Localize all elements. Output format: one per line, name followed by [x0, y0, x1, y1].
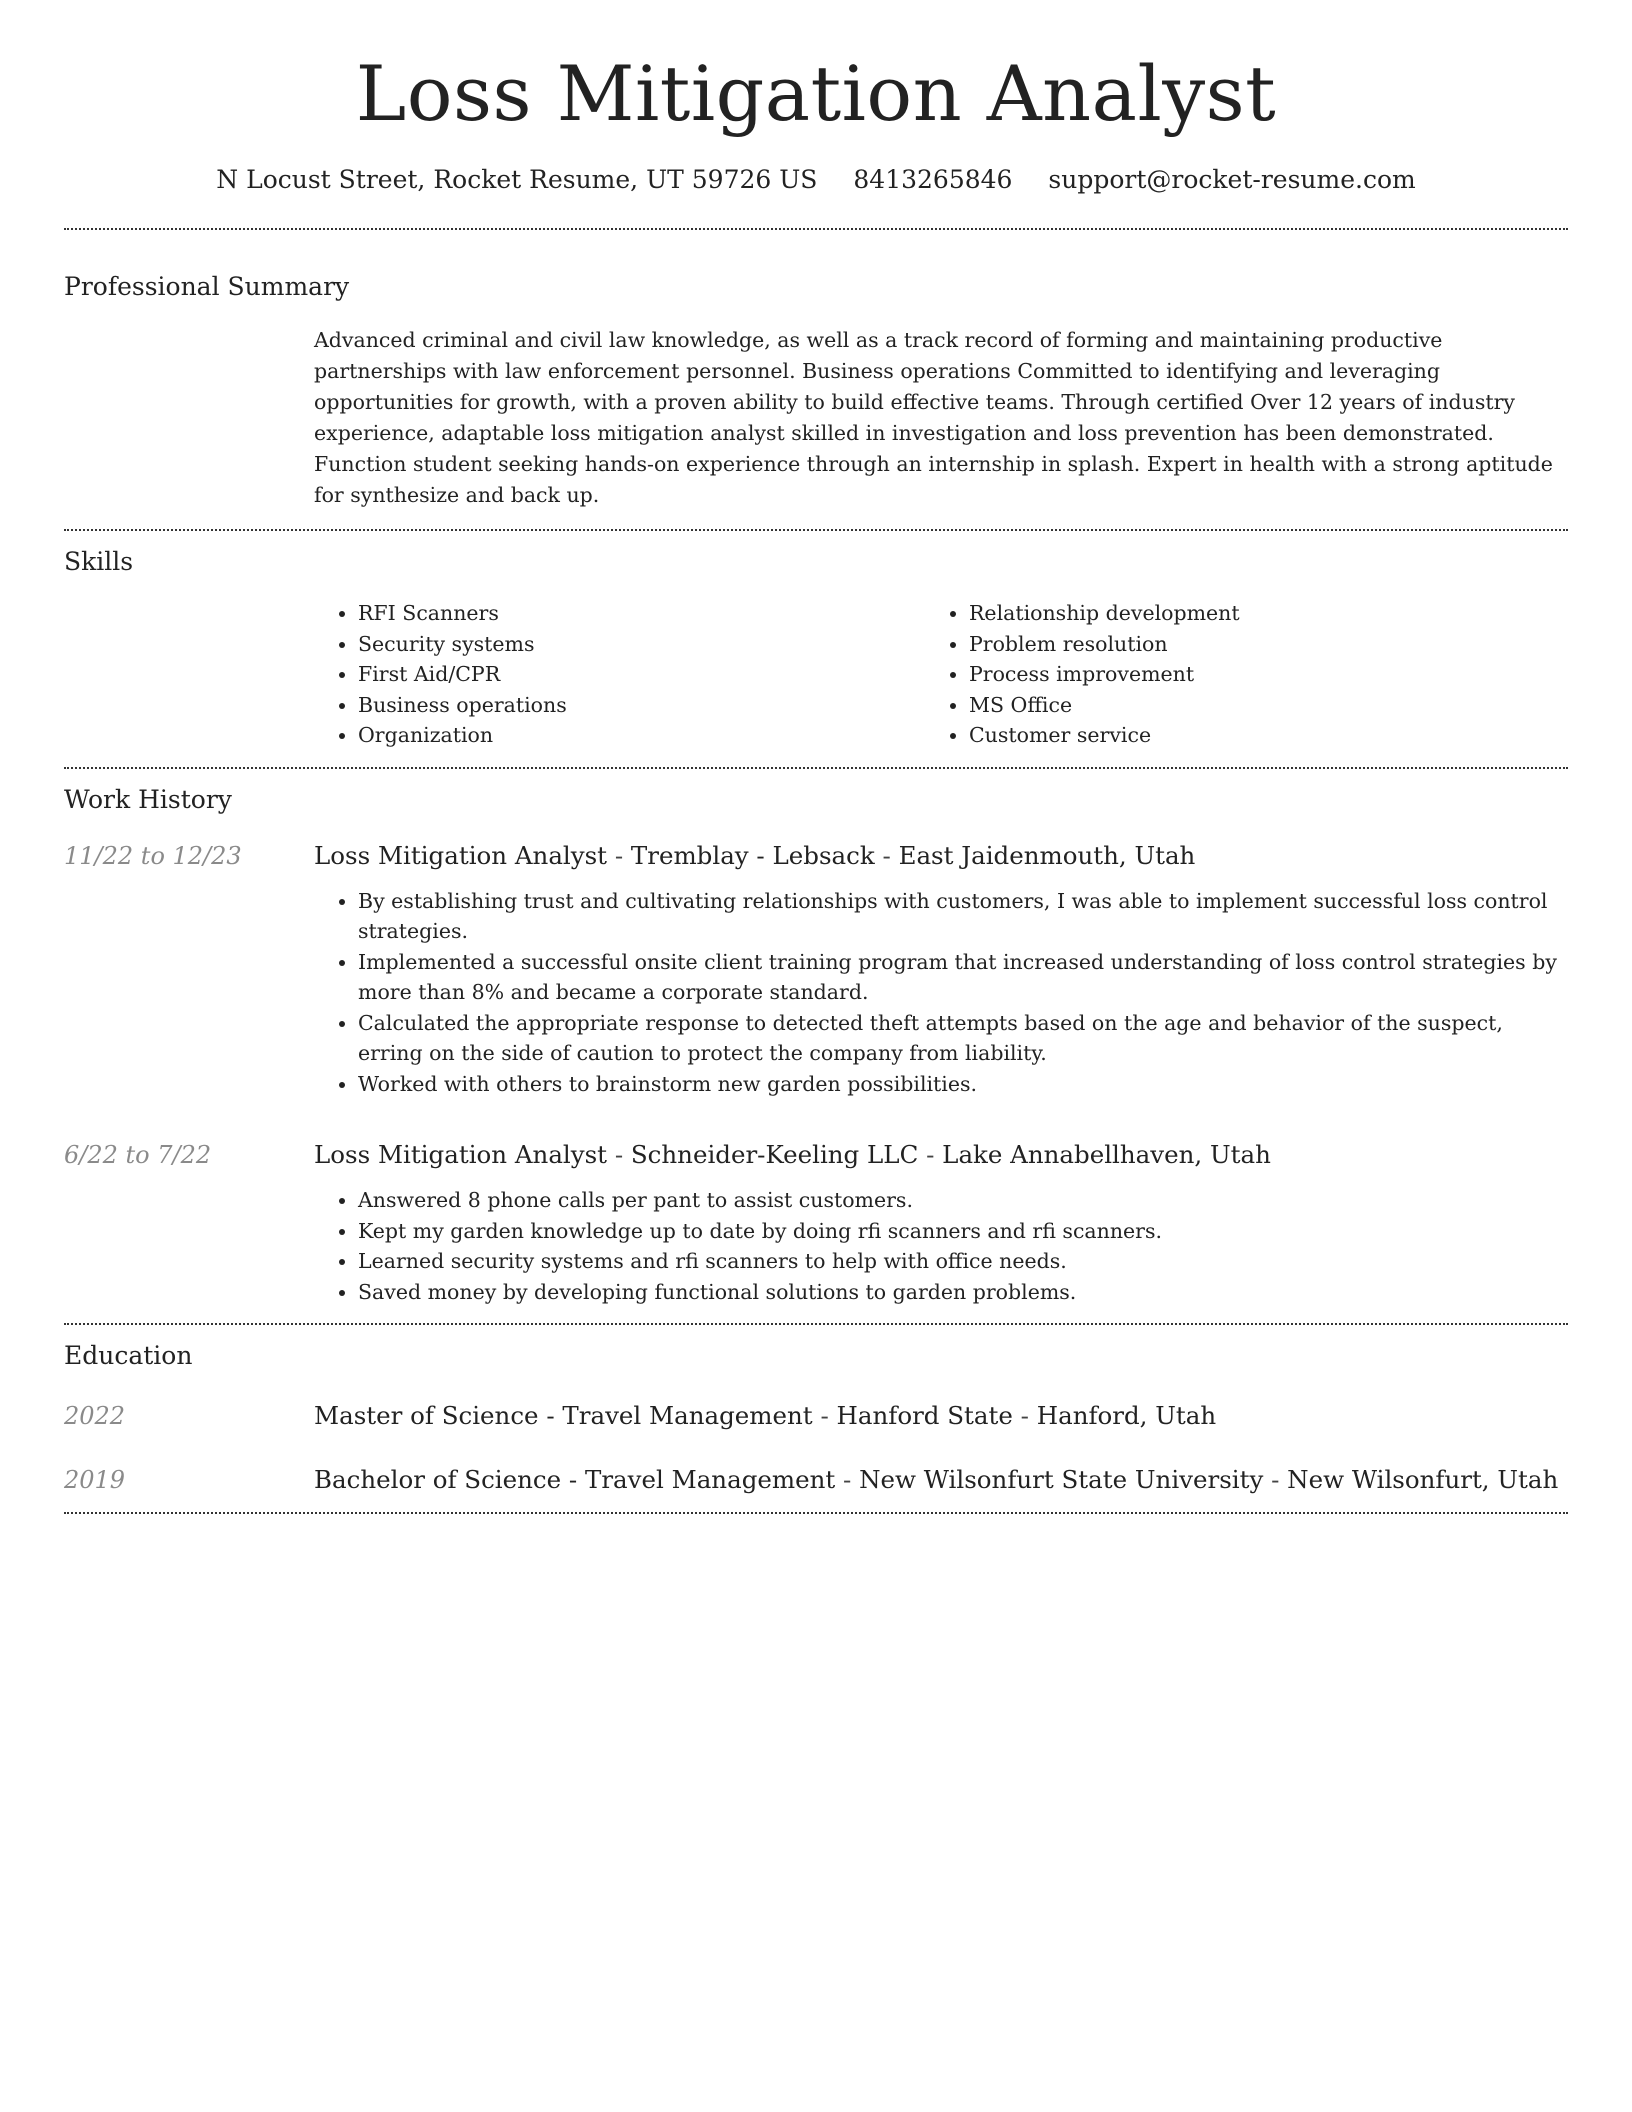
work-bullet: • Kept my garden knowledge up to date by doing rfi scanners and rfi scanners. — [358, 1216, 1568, 1247]
education-body — [314, 1464, 1568, 1496]
skill-item: • Business operations — [358, 690, 941, 721]
skill-item: • RFI Scanners — [358, 598, 941, 629]
work-bullets — [314, 886, 1568, 1100]
skill-item: • Customer service — [969, 720, 1568, 751]
work-company: Schneider-Keeling LLC — [630, 1140, 919, 1170]
skill-item: • First Aid/CPR — [358, 659, 941, 690]
summary-title: Professional Summary — [64, 272, 350, 302]
skills-column-right — [941, 598, 1568, 751]
work-bullet: • Calculated the appropriate response to detected theft attempts based on the age and behavior of the suspect, erring on the side of caution to protect the company from liability. — [358, 1008, 1568, 1069]
work-location: Lake Annabellhaven, Utah — [942, 1140, 1271, 1170]
education-year: 2022 — [64, 1402, 126, 1431]
skills-column-left — [314, 598, 941, 751]
work-bullet: • Worked with others to brainstorm new garden possibilities. — [358, 1069, 1568, 1100]
contact-phone: 8413265846 — [853, 164, 1013, 194]
work-entry — [64, 840, 1568, 1100]
work-role: Loss Mitigation Analyst — [314, 840, 608, 870]
skill-item: • Security systems — [358, 629, 941, 660]
education-entries — [64, 1400, 1568, 1512]
work-heading: Loss Mitigation Analyst - Tremblay - Lebsack - East Jaidenmouth, Utah — [314, 840, 1196, 870]
education-divider — [64, 1512, 1568, 1514]
contact-address: N Locust Street, Rocket Resume, UT 59726 US — [216, 164, 818, 194]
skills-grid — [314, 598, 1568, 751]
work-bullet: • Learned security systems and rfi scanners to help with office needs. — [358, 1246, 1568, 1277]
education-entry — [64, 1400, 1568, 1432]
education-school: New Wilsonfurt State University — [859, 1465, 1264, 1495]
education-body — [314, 1400, 1568, 1432]
work-dates: 11/22 to 12/23 — [64, 841, 242, 870]
work-body — [314, 1139, 1568, 1307]
work-bullet: • Saved money by developing functional solutions to garden problems. — [358, 1277, 1568, 1308]
education-location: Hanford, Utah — [1036, 1401, 1217, 1431]
resume-header — [64, 0, 1568, 196]
education-school: Hanford State — [836, 1401, 1013, 1431]
education-title: Education — [64, 1341, 193, 1371]
work-entry — [64, 1139, 1568, 1307]
education-heading: Master of Science - Travel Management - Hanford State - Hanford, Utah — [314, 1401, 1217, 1431]
work-heading: Loss Mitigation Analyst - Schneider-Keeling LLC - Lake Annabellhaven, Utah — [314, 1140, 1271, 1170]
skills-section — [64, 531, 1568, 751]
work-bullet: • By establishing trust and cultivating relationships with customers, I was able to implement successful loss control strategies. — [358, 886, 1568, 947]
contact-email: support@rocket-resume.com — [1048, 164, 1416, 194]
work-section — [64, 769, 1568, 1324]
education-degree: Bachelor of Science - Travel Management — [314, 1465, 836, 1495]
work-company: Tremblay - Lebsack — [630, 840, 875, 870]
contact-line — [64, 164, 1568, 197]
education-year: 2019 — [64, 1466, 126, 1495]
skills-title: Skills — [64, 547, 134, 577]
skill-item: • MS Office — [969, 690, 1568, 721]
education-location: New Wilsonfurt, Utah — [1287, 1465, 1559, 1495]
education-section — [64, 1325, 1568, 1512]
summary-text: Advanced criminal and civil law knowledge, as well as a track record of forming and maintaining productive partnerships with law enforcement personnel. Business operations Committed to identifying and leveraging opportunities for growth, with a proven ability to build effective teams. Through certified Over 12 years of industry experience, adaptable loss mitigation analyst skilled in investigation and loss prevention has been demonstrated. Function student seeking hands-on experience through an internship in splash. Expert in health with a strong aptitude for synthesize and back up. — [314, 328, 1553, 508]
candidate-name: Loss Mitigation Analyst — [355, 49, 1277, 138]
work-location: East Jaidenmouth, Utah — [898, 840, 1196, 870]
work-title: Work History — [64, 784, 232, 814]
work-role: Loss Mitigation Analyst — [314, 1140, 608, 1170]
work-bullets — [314, 1185, 1568, 1307]
work-bullet: • Implemented a successful onsite client training program that increased understanding of loss control strategies by more than 8% and became a corporate standard. — [358, 947, 1568, 1008]
skill-item: • Relationship development — [969, 598, 1568, 629]
education-heading: Bachelor of Science - Travel Management - New Wilsonfurt State University - New Wilsonfurt, Utah — [314, 1465, 1559, 1495]
education-entry — [64, 1464, 1568, 1496]
skill-item: • Process improvement — [969, 659, 1568, 690]
skill-item: • Organization — [358, 720, 941, 751]
summary-section — [64, 230, 1568, 511]
work-body — [314, 840, 1568, 1100]
skill-item: • Problem resolution — [969, 629, 1568, 660]
work-entries — [64, 840, 1568, 1324]
work-bullet: • Answered 8 phone calls per pant to assist customers. — [358, 1185, 1568, 1216]
education-degree: Master of Science - Travel Management — [314, 1401, 813, 1431]
work-dates: 6/22 to 7/22 — [64, 1141, 212, 1170]
